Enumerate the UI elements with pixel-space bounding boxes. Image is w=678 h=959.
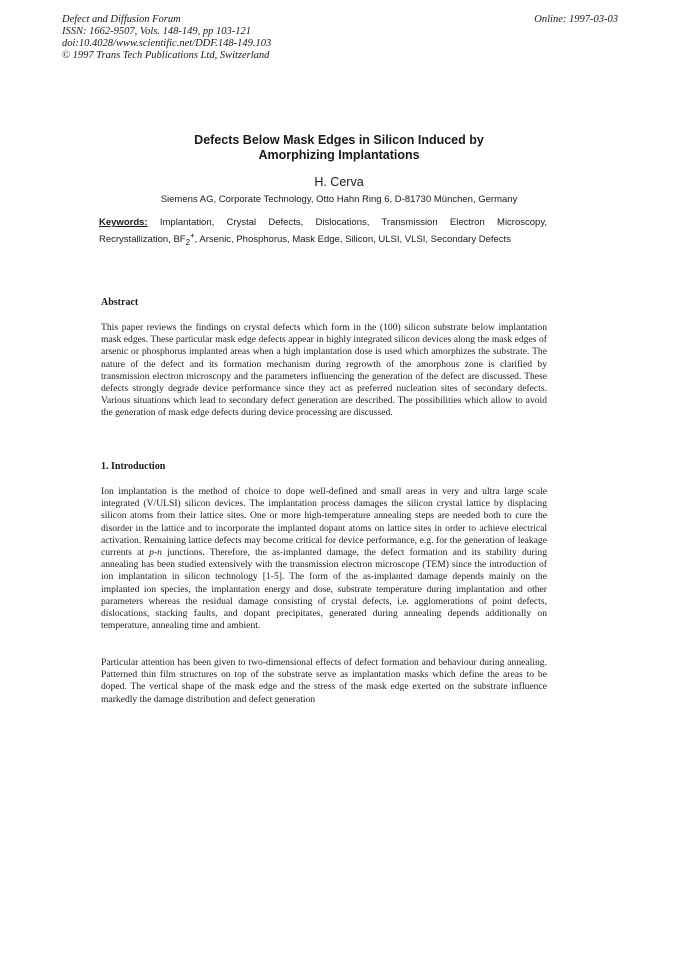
abstract-heading: Abstract xyxy=(101,297,139,308)
author-name: H. Cerva xyxy=(314,175,364,189)
abstract-text: This paper reviews the findings on crystal defects which form in the (100) silicon substrate below implantation mask edges. These particular mask edge defects appear in highly integrated silicon devices along the mask edges of arsenic or phosphorus implanted areas when a high implantation dose is used which amorphizes the substrate. The nature of the defect and its formation mechanism during regrowth of the amorphous zone is clarified by transmission electron microscopy and the parameters influencing the generation of the defect are discussed. These defects strongly degrade device performance since they act as preferred nucleation sites of secondary defects. Various situations which lead to secondary defect generation are described. The possibilities which allow to avoid the generation of mask edge defects during device processing are discussed. xyxy=(101,322,547,419)
keywords-block xyxy=(99,216,547,249)
keywords-text-1: Implantation, Crystal Defects, Dislocations, Transmission Electron Microscopy, Recrystallization, BF xyxy=(99,217,548,246)
introduction-paragraph-1 xyxy=(101,486,547,632)
copyright-line: © 1997 Trans Tech Publications Ltd, Switzerland xyxy=(62,50,270,61)
intro-p1-part-a: Ion implantation is the method of choice to dope well-defined and small areas in very and ultra large scale integrated (V/ULSI) silicon devices. The implantation process damages the silicon crystal lattice by displacing silicon atoms from their lattice sites. One or more high-temperature annealing steps are needed both to cure the disorder in the lattice and to incorporate the implanted dopant atoms on lattice sites in order to achieve electrical activation. Remaining lattice defects may become critical for device performance, e.g. for the generation of leakage currents at xyxy=(101,486,547,559)
title-line-1: Defects Below Mask Edges in Silicon Induced by xyxy=(194,133,484,147)
paper-title xyxy=(0,133,678,163)
keywords-bf2-superscript: + xyxy=(190,231,195,240)
title-line-2: Amorphizing Implantations xyxy=(258,148,420,162)
intro-p1-part-b: junctions. Therefore, the as-implanted damage, the defect formation and its stability during annealing has been studied extensively with the transmission electron microscope (TEM) since the introduction of ion implantation in silicon technology [1-5]. The form of the as-implanted damage depends mainly on the implanted ion species, the implantation energy and dose, substrate temperature during implantation and other parameters whereas the residual damage consisting of crystal defects, i.e. agglomerations of point defects, dislocations, stacking faults, and dopant precipitates, generated during annealing depends additionally on temperature, annealing time and ambient. xyxy=(101,547,547,632)
keywords-text-2: , Arsenic, Phosphorus, Mask Edge, Silicon, ULSI, VLSI, Secondary Defects xyxy=(194,234,511,246)
pn-junction-term: p-n xyxy=(149,547,162,559)
journal-name: Defect and Diffusion Forum xyxy=(62,14,181,25)
keywords-label: Keywords: xyxy=(99,217,148,228)
author-affiliation: Siemens AG, Corporate Technology, Otto Hahn Ring 6, D-81730 München, Germany xyxy=(160,194,518,205)
keywords-bf2-subscript: 2 xyxy=(185,238,190,248)
issn-line: ISSN: 1662-9507, Vols. 148-149, pp 103-121 xyxy=(62,26,251,37)
introduction-paragraph-2: Particular attention has been given to two-dimensional effects of defect formation and behaviour during annealing. Patterned thin film structures on top of the substrate serve as implantation masks which define the areas to be doped. The vertical shape of the mask edge and the stress of the mask edge exerted on the substrate influence markedly the damage distribution and defect generation xyxy=(101,657,547,705)
page-header xyxy=(62,14,618,62)
introduction-heading: 1. Introduction xyxy=(101,461,166,472)
doi-line[interactable]: doi:10.4028/www.scientific.net/DDF.148-149.103 xyxy=(62,38,272,49)
online-date: Online: 1997-03-03 xyxy=(534,14,618,25)
